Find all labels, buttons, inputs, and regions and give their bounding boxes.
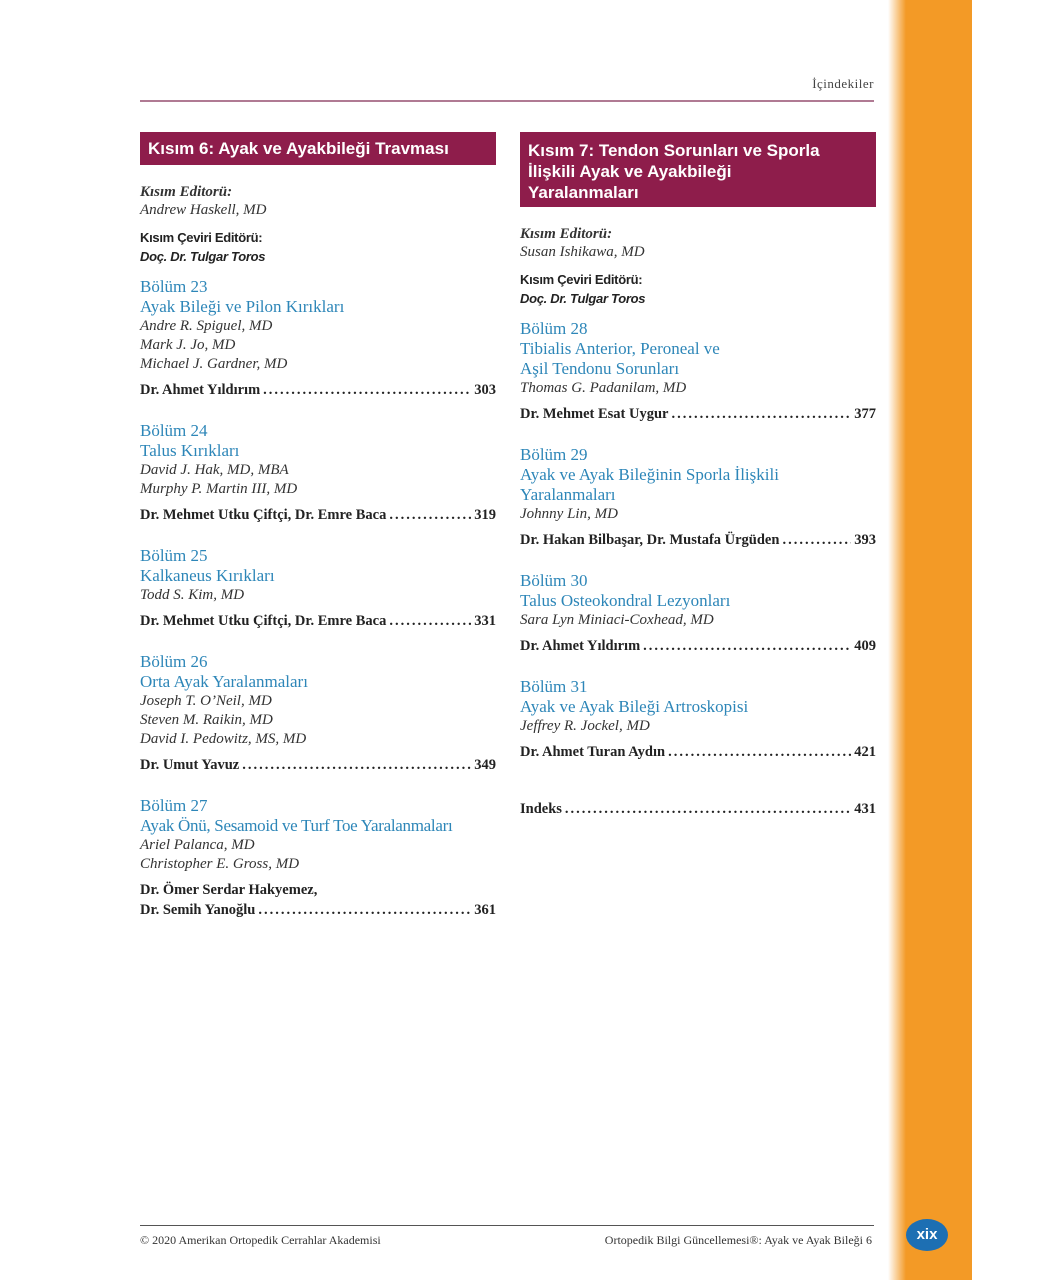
- chapter-author: Thomas G. Padanilam, MD: [520, 380, 687, 396]
- translator-name: Dr. Ahmet Yıldırım: [140, 382, 261, 398]
- chapter-title[interactable]: Tibialis Anterior, Peroneal ve: [520, 339, 720, 358]
- chapter-author: Andre R. Spiguel, MD: [140, 318, 273, 334]
- dot-leader: [263, 381, 471, 400]
- dot-leader: [668, 743, 851, 762]
- translator-name: Dr. Mehmet Utku Çiftçi, Dr. Emre Baca: [140, 613, 387, 629]
- chapter-title[interactable]: Talus Osteokondral Lezyonları: [520, 591, 731, 610]
- chapter-entry-30[interactable]: [520, 570, 876, 656]
- dot-leader: [643, 637, 851, 656]
- chapter-title[interactable]: Orta Ayak Yaralanmaları: [140, 672, 308, 691]
- translator-name: Dr. Mehmet Utku Çiftçi, Dr. Emre Baca: [140, 507, 387, 523]
- side-band-shade: [888, 0, 906, 1280]
- translator-line: [140, 381, 496, 400]
- translator-line: [520, 743, 876, 762]
- running-header: İçindekiler: [812, 76, 874, 91]
- dot-leader: [565, 800, 851, 819]
- chapter-author: Mark J. Jo, MD: [140, 337, 236, 353]
- chapter-number: Bölüm 26: [140, 652, 208, 671]
- chapter-author: Jeffrey R. Jockel, MD: [520, 718, 650, 734]
- chapter-author: Joseph T. O’Neil, MD: [140, 693, 272, 709]
- chapter-author: Ariel Palanca, MD: [140, 837, 255, 853]
- chapter-title[interactable]: Ayak ve Ayak Bileği Artroskopisi: [520, 697, 749, 716]
- toc-column-right: [520, 132, 876, 819]
- chapter-number: Bölüm 24: [140, 421, 208, 440]
- page-number: 349: [474, 757, 496, 773]
- footer-copyright: © 2020 Amerikan Ortopedik Cerrahlar Akademisi: [140, 1233, 381, 1247]
- header-rule: [140, 100, 874, 102]
- translation-editor-name: Doç. Dr. Tulgar Toros: [140, 249, 266, 264]
- section-editor-name: Susan Ishikawa, MD: [520, 244, 645, 260]
- chapter-number: Bölüm 27: [140, 796, 208, 815]
- translator-line: [140, 756, 496, 775]
- chapter-number: Bölüm 29: [520, 445, 588, 464]
- dot-leader: [242, 756, 471, 775]
- section-editor-label: Kısım Editorü:: [140, 184, 233, 200]
- translator-line: [520, 637, 876, 656]
- chapter-author: Christopher E. Gross, MD: [140, 856, 300, 872]
- chapter-number: Bölüm 23: [140, 277, 208, 296]
- translator-line: [140, 612, 496, 631]
- translator-name: Dr. Mehmet Esat Uygur: [520, 406, 669, 422]
- chapter-author: David J. Hak, MD, MBA: [140, 462, 289, 478]
- chapter-author: Sara Lyn Miniaci-Coxhead, MD: [520, 612, 714, 628]
- chapter-number: Bölüm 28: [520, 319, 588, 338]
- chapter-entry-23[interactable]: [140, 276, 496, 400]
- translation-editor-label: Kısım Çeviri Editörü:: [520, 272, 643, 287]
- chapter-title[interactable]: Kalkaneus Kırıkları: [140, 566, 275, 585]
- footer-rule: [140, 1225, 874, 1226]
- chapter-number: Bölüm 30: [520, 571, 588, 590]
- chapter-entry-25[interactable]: [140, 545, 496, 631]
- chapter-author: Steven M. Raikin, MD: [140, 712, 273, 728]
- page-number: 393: [854, 532, 876, 548]
- dot-leader: [671, 405, 851, 424]
- chapter-entry-24[interactable]: [140, 420, 496, 525]
- translator-name: Dr. Semih Yanoğlu: [140, 902, 256, 918]
- chapter-entry-26[interactable]: [140, 651, 496, 775]
- section-editor-block: [520, 225, 876, 262]
- section-editor-label: Kısım Editorü:: [520, 226, 613, 242]
- chapter-number: Bölüm 31: [520, 677, 588, 696]
- translation-editor-name: Doç. Dr. Tulgar Toros: [520, 291, 646, 306]
- index-entry[interactable]: [520, 800, 876, 819]
- section-editor-block: [140, 183, 496, 220]
- chapter-author: Johnny Lin, MD: [520, 506, 618, 522]
- chapter-title[interactable]: Ayak Önü, Sesamoid ve Turf Toe Yaralanmaları: [140, 816, 453, 835]
- translator-name: Dr. Ahmet Yıldırım: [520, 638, 641, 654]
- translation-editor-block: [520, 270, 876, 308]
- chapter-author: Murphy P. Martin III, MD: [140, 481, 298, 497]
- dot-leader: [389, 612, 471, 631]
- section-header-6: Kısım 6: Ayak ve Ayakbileği Travması: [140, 132, 496, 165]
- page-number: 319: [474, 507, 496, 523]
- chapter-author: Michael J. Gardner, MD: [140, 356, 288, 372]
- section-title-line: Yaralanmaları: [528, 183, 639, 202]
- chapter-title[interactable]: Yaralanmaları: [520, 485, 616, 504]
- toc-column-left: [140, 132, 496, 920]
- page-number: 421: [854, 744, 876, 760]
- chapter-author: Todd S. Kim, MD: [140, 587, 245, 603]
- page-number: 377: [854, 406, 876, 422]
- dot-leader: [782, 531, 851, 550]
- translator-line: [140, 901, 496, 920]
- chapter-title[interactable]: Ayak ve Ayak Bileğinin Sporla İlişkili: [520, 465, 779, 484]
- page-number: 331: [474, 613, 496, 629]
- translator-line: [520, 405, 876, 424]
- chapter-entry-28[interactable]: [520, 318, 876, 424]
- chapter-author: David I. Pedowitz, MS, MD: [140, 731, 307, 747]
- page-number: 361: [474, 902, 496, 918]
- translation-editor-label: Kısım Çeviri Editörü:: [140, 230, 263, 245]
- page-number-badge: xix: [906, 1219, 948, 1251]
- chapter-number: Bölüm 25: [140, 546, 208, 565]
- translator-name: Dr. Umut Yavuz: [140, 757, 240, 773]
- chapter-entry-27[interactable]: [140, 795, 496, 920]
- translator-line: [520, 531, 876, 550]
- translator-name: Dr. Hakan Bilbaşar, Dr. Mustafa Ürgüden: [520, 532, 780, 548]
- section-title-line: Kısım 7: Tendon Sorunları ve Sporla: [528, 141, 820, 160]
- translator-name-line1: Dr. Ömer Serdar Hakyemez,: [140, 882, 318, 898]
- footer-book-title: Ortopedik Bilgi Güncellemesi®: Ayak ve Ayak Bileği 6: [604, 1233, 872, 1247]
- chapter-title[interactable]: Ayak Bileği ve Pilon Kırıkları: [140, 297, 345, 316]
- page-number: 303: [474, 382, 496, 398]
- dot-leader: [389, 506, 471, 525]
- index-label: Indeks: [520, 801, 562, 817]
- index-page-number: 431: [854, 801, 876, 817]
- page-number: 409: [854, 638, 876, 654]
- section-title-line: İlişkili Ayak ve Ayakbileği: [528, 162, 732, 181]
- chapter-title[interactable]: Aşil Tendonu Sorunları: [520, 359, 680, 378]
- chapter-title[interactable]: Talus Kırıkları: [140, 441, 240, 460]
- dot-leader: [258, 901, 471, 920]
- section-header-7: [520, 132, 876, 207]
- section-editor-name: Andrew Haskell, MD: [140, 202, 267, 218]
- translator-name: Dr. Ahmet Turan Aydın: [520, 744, 666, 760]
- translation-editor-block: [140, 228, 496, 266]
- chapter-entry-31[interactable]: [520, 676, 876, 762]
- translator-line: [140, 506, 496, 525]
- chapter-entry-29[interactable]: [520, 444, 876, 550]
